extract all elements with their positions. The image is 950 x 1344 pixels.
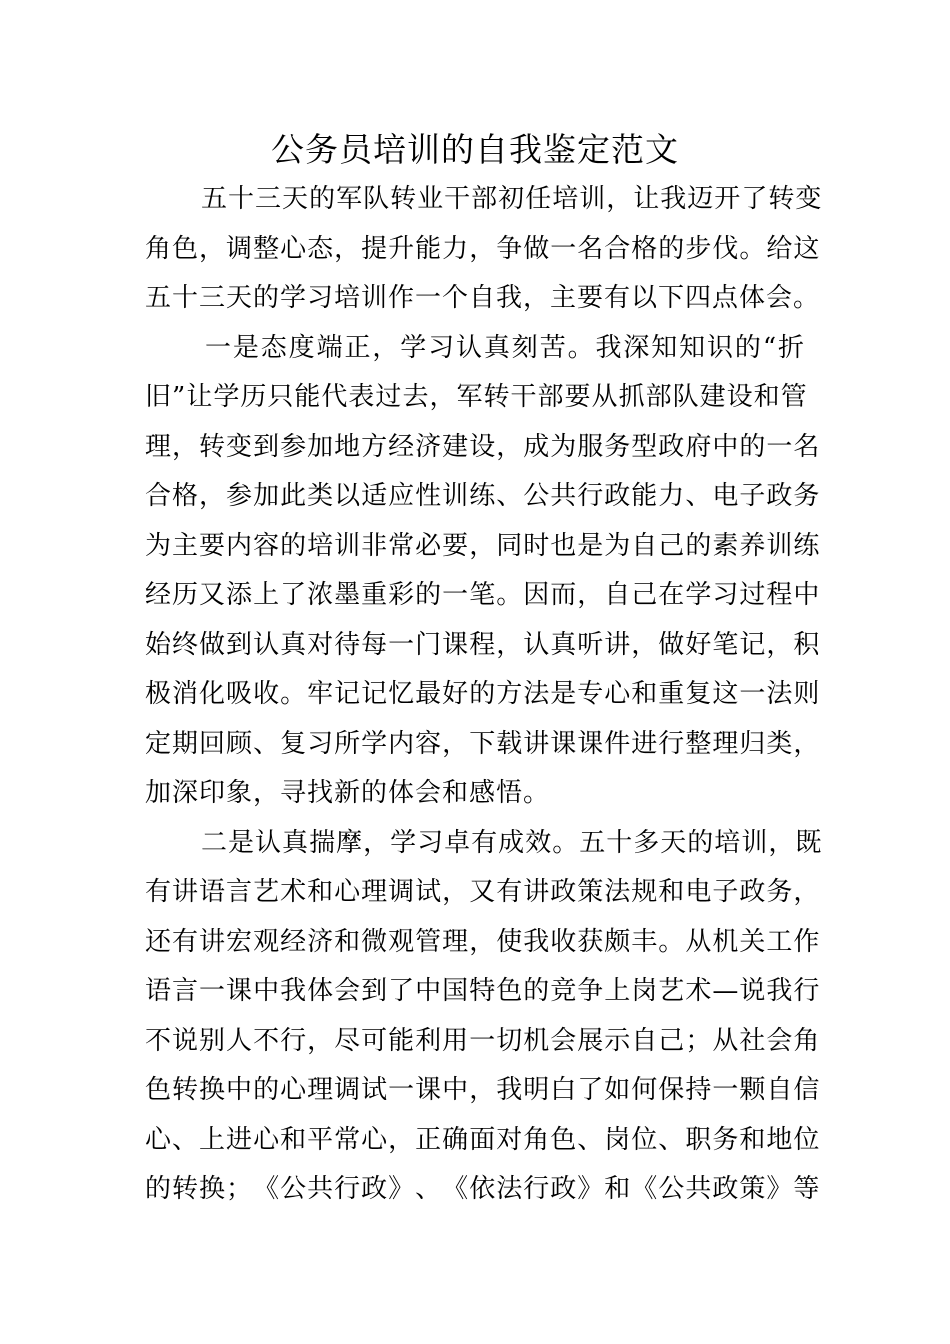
paragraph-line: 极 消 化 吸 收 。 牢 记 记 忆 最 好 的 方 法 是 专 心 和 重 复 这 一 法 则 — [145, 679, 821, 709]
paragraph-line: 语 言 一 课 中 我 体 会 到 了 中 国 特 色 的 竞 争 上 岗 艺 术 — 说 我 行 — [145, 976, 821, 1006]
paragraph-line: 五 十 三 天 的 军 队 转 业 干 部 初 任 培 训 ， 让 我 迈 开 了 转 变 — [201, 184, 823, 214]
paragraph-line: 角 色 ， 调 整 心 态 ， 提 升 能 力 ， 争 做 一 名 合 格 的 步 伐 。 给 这 — [145, 233, 821, 264]
paragraph-line: 心 、 上 进 心 和 平 常 心 ， 正 确 面 对 角 色 、 岗 位 、 职 务 和 地 位 — [145, 1124, 821, 1155]
paragraph-line: 的 转 换 ； 《 公 共 行 政 》 、 《 依 法 行 政 》 和 《 公 共 政 策 》 等 — [145, 1174, 821, 1204]
paragraph-line: 一 是 态 度 端 正 ， 学 习 认 真 刻 苦 。 我 深 知 知 识 的 “ 折 — [205, 332, 805, 363]
paragraph-line: 色 转 换 中 的 心 理 调 试 一 课 中 ， 我 明 白 了 如 何 保 持 一 颗 自 信 — [145, 1075, 821, 1105]
paragraph-line: 为 主 要 内 容 的 培 训 非 常 必 要 ， 同 时 也 是 为 自 己 的 素 养 训 练 — [145, 530, 821, 561]
paragraph-line: 定 期 回 顾 、 复 习 所 学 内 容 ， 下 载 讲 课 课 件 进 行 整 理 归 类 ， — [145, 728, 821, 759]
paragraph-line: 五十三天的学习培训作一个自我，主要有以下四点体会。 — [145, 283, 821, 313]
paragraph-line: 理 ， 转 变 到 参 加 地 方 经 济 建 设 ， 成 为 服 务 型 政 府 中 的 一 名 — [145, 431, 821, 462]
paragraph-line: 始 终 做 到 认 真 对 待 每 一 门 课 程 ， 认 真 听 讲 ， 做 好 笔 记 ， 积 — [145, 629, 821, 660]
paragraph-line: 二 是 认 真 揣 摩 ， 学 习 卓 有 成 效 。 五 十 多 天 的 培 训 ， 既 — [201, 827, 823, 858]
document-body — [145, 175, 823, 1215]
paragraph-line: 旧 ” 让 学 历 只 能 代 表 过 去 ， 军 转 干 部 要 从 抓 部 队 建 设 和 管 — [145, 382, 808, 412]
paragraph-line: 经 历 又 添 上 了 浓 墨 重 彩 的 一 笔 。 因 而 ， 自 己 在 学 习 过 程 中 — [145, 580, 821, 610]
paragraph-line: 加深印象，寻找新的体会和感悟。 — [145, 778, 551, 808]
paragraph-line: 合 格 ， 参 加 此 类 以 适 应 性 训 练 、 公 共 行 政 能 力 、 电 子 政 务 — [145, 481, 821, 511]
paragraph-line: 有 讲 语 言 艺 术 和 心 理 调 试 ， 又 有 讲 政 策 法 规 和 电 子 政 务 ， — [145, 877, 821, 907]
paragraph-line: 不 说 别 人 不 行 ， 尽 可 能 利 用 一 切 机 会 展 示 自 己 ； 从 社 会 角 — [145, 1025, 821, 1056]
paragraph-line: 还 有 讲 宏 观 经 济 和 微 观 管 理 ， 使 我 收 获 颇 丰 。 从 机 关 工 作 — [145, 926, 821, 957]
document-title: 公务员培训的自我鉴定范文 — [271, 130, 679, 169]
